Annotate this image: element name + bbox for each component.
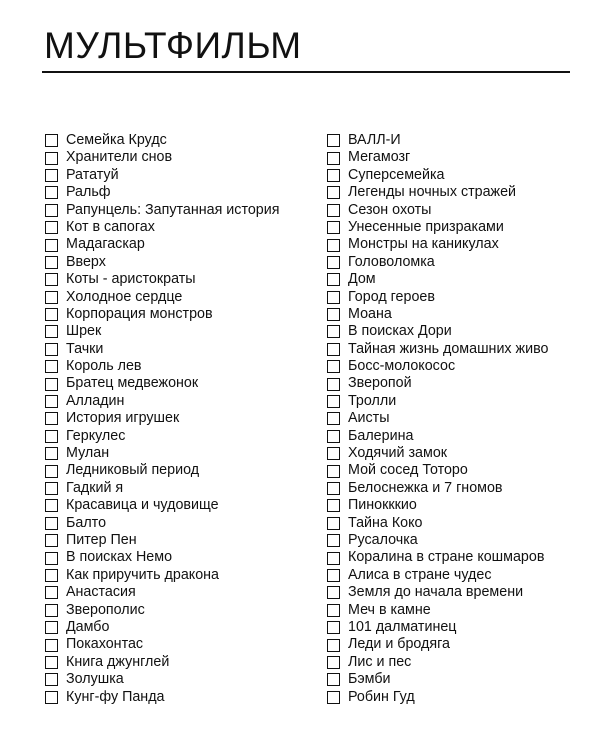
checklist-item-label: Босс-молокосос bbox=[348, 358, 456, 375]
checklist-item[interactable] bbox=[327, 532, 600, 549]
checklist-item[interactable] bbox=[45, 375, 310, 392]
checklist-item-label: Зверополис bbox=[66, 601, 145, 618]
checklist-item-label: Суперсемейка bbox=[348, 166, 445, 183]
checkbox[interactable] bbox=[45, 447, 58, 460]
checkbox[interactable] bbox=[45, 517, 58, 530]
checklist-item[interactable] bbox=[327, 445, 600, 462]
checklist-item[interactable] bbox=[327, 462, 600, 479]
checklist-item[interactable] bbox=[45, 671, 310, 688]
checklist-item[interactable] bbox=[45, 462, 310, 479]
checklist-item[interactable] bbox=[327, 549, 600, 566]
checklist-item-label: Как приручить дракона bbox=[66, 566, 219, 583]
checkbox[interactable] bbox=[327, 412, 340, 425]
checklist-item[interactable] bbox=[45, 584, 310, 601]
checklist-item-label: В поисках Дори bbox=[348, 323, 452, 340]
checklist-item[interactable] bbox=[327, 219, 600, 236]
checklist-item[interactable] bbox=[327, 289, 600, 306]
checklist-item[interactable] bbox=[45, 410, 310, 427]
checklist-item[interactable] bbox=[327, 636, 600, 653]
checkbox[interactable] bbox=[327, 395, 340, 408]
page-title: МУЛЬТФИЛЬМ bbox=[44, 25, 302, 66]
checklist-item[interactable] bbox=[327, 375, 600, 392]
checklist-item-label: Рататуй bbox=[66, 166, 119, 183]
checklist-item[interactable] bbox=[327, 393, 600, 410]
checkbox[interactable] bbox=[327, 656, 340, 669]
checklist-item[interactable] bbox=[45, 497, 310, 514]
checklist-item-label: Хранители снов bbox=[66, 149, 173, 166]
checklist-item[interactable] bbox=[327, 323, 600, 340]
checkbox[interactable] bbox=[45, 691, 58, 704]
checkbox[interactable] bbox=[45, 673, 58, 686]
checklist-item[interactable] bbox=[327, 654, 600, 671]
checklist-item-label: Кунг-фу Панда bbox=[66, 688, 165, 705]
checkbox[interactable] bbox=[45, 395, 58, 408]
checkbox[interactable] bbox=[45, 499, 58, 512]
checkbox[interactable] bbox=[327, 552, 340, 565]
checklist-item[interactable] bbox=[45, 532, 310, 549]
checklist-item-label: Меч в камне bbox=[348, 601, 431, 618]
checkbox[interactable] bbox=[45, 621, 58, 634]
checklist-item[interactable] bbox=[45, 358, 310, 375]
checkbox[interactable] bbox=[45, 169, 58, 182]
checklist-item[interactable] bbox=[45, 306, 310, 323]
checklist-item-label: Бэмби bbox=[348, 671, 391, 688]
checkbox[interactable] bbox=[45, 552, 58, 565]
checkbox[interactable] bbox=[45, 639, 58, 652]
checklist-item-label: Земля до начала времени bbox=[348, 584, 524, 601]
checkbox[interactable] bbox=[45, 465, 58, 478]
checkbox[interactable] bbox=[45, 204, 58, 217]
checklist-item-label: Семейка Крудс bbox=[66, 132, 167, 148]
checklist-item[interactable] bbox=[45, 149, 310, 166]
checklist-item-label: Кот в сапогах bbox=[66, 218, 155, 235]
checkbox[interactable] bbox=[45, 656, 58, 669]
checklist-item[interactable] bbox=[327, 602, 600, 619]
checklist-item-label: Город героев bbox=[348, 288, 435, 305]
checkbox[interactable] bbox=[45, 604, 58, 617]
checklist-item-label: Монстры на каникулах bbox=[348, 236, 499, 253]
checklist-item[interactable] bbox=[45, 393, 310, 410]
checklist-item[interactable] bbox=[327, 480, 600, 497]
checklist-item-label: Легенды ночных стражей bbox=[348, 184, 517, 201]
checklist-item-label: Ледниковый период bbox=[66, 462, 200, 479]
checklist-item[interactable] bbox=[45, 428, 310, 445]
checklist-item-label: Алиса в стране чудес bbox=[348, 566, 492, 583]
checklist-item[interactable] bbox=[45, 619, 310, 636]
checkbox[interactable] bbox=[327, 308, 340, 321]
checklist-item[interactable] bbox=[45, 654, 310, 671]
checklist-item[interactable] bbox=[45, 689, 310, 706]
checkbox[interactable] bbox=[327, 378, 340, 391]
checklist-item-label: Коралина в стране кошмаров bbox=[348, 549, 545, 566]
checkbox[interactable] bbox=[327, 482, 340, 495]
checkbox[interactable] bbox=[327, 639, 340, 652]
checkbox[interactable] bbox=[45, 273, 58, 286]
checklist-item[interactable] bbox=[45, 341, 310, 358]
checkbox[interactable] bbox=[327, 325, 340, 338]
checkbox[interactable] bbox=[327, 430, 340, 443]
checklist-item-label: История игрушек bbox=[66, 410, 180, 427]
checklist-item[interactable] bbox=[327, 619, 600, 636]
checkbox[interactable] bbox=[45, 256, 58, 269]
checklist-item-label: Пинокккио bbox=[348, 497, 417, 514]
checklist-item-label: Корпорация монстров bbox=[66, 305, 213, 322]
checklist-item[interactable] bbox=[327, 671, 600, 688]
checklist-item[interactable] bbox=[327, 341, 600, 358]
checklist-item-label: Мой сосед Тоторо bbox=[348, 462, 468, 479]
checkbox[interactable] bbox=[45, 291, 58, 304]
checkbox[interactable] bbox=[45, 308, 58, 321]
checkbox[interactable] bbox=[327, 517, 340, 530]
checklist-item[interactable] bbox=[45, 636, 310, 653]
checkbox[interactable] bbox=[45, 152, 58, 165]
checklist-item[interactable] bbox=[45, 219, 310, 236]
checklist-item-label: Леди и бродяга bbox=[348, 636, 450, 653]
title-underline bbox=[42, 71, 570, 73]
checkbox[interactable] bbox=[327, 204, 340, 217]
checklist-item-label: Сезон охоты bbox=[348, 201, 432, 218]
checklist-item[interactable] bbox=[45, 254, 310, 271]
checklist-item-label: Братец медвежонок bbox=[66, 375, 199, 392]
checklist-item-label: Алладин bbox=[66, 392, 125, 409]
checkbox[interactable] bbox=[327, 169, 340, 182]
checklist-left-column bbox=[45, 132, 310, 706]
checklist-item[interactable] bbox=[45, 445, 310, 462]
checklist-item[interactable] bbox=[45, 236, 310, 253]
checklist-item-label: Тролли bbox=[348, 392, 397, 409]
checkbox[interactable] bbox=[327, 134, 340, 147]
checkbox[interactable] bbox=[327, 673, 340, 686]
checklist-item[interactable] bbox=[327, 149, 600, 166]
checkbox[interactable] bbox=[45, 360, 58, 373]
checklist-item[interactable] bbox=[327, 167, 600, 184]
checkbox[interactable] bbox=[327, 534, 340, 547]
checklist-item[interactable] bbox=[327, 497, 600, 514]
checklist-item-label: Балто bbox=[66, 514, 107, 531]
checklist-item-label: Вверх bbox=[66, 253, 106, 270]
checklist-item-label: Ральф bbox=[66, 184, 111, 201]
checkbox[interactable] bbox=[327, 621, 340, 634]
checkbox[interactable] bbox=[45, 534, 58, 547]
checkbox[interactable] bbox=[327, 152, 340, 165]
checklist-item-label: Холодное сердце bbox=[66, 288, 183, 305]
checklist-item-label: Моана bbox=[348, 305, 392, 322]
checklist-item[interactable] bbox=[45, 515, 310, 532]
checklist-item[interactable] bbox=[327, 689, 600, 706]
checkbox[interactable] bbox=[327, 221, 340, 234]
checklist-item-label: ВАЛЛ-И bbox=[348, 132, 401, 148]
checkbox[interactable] bbox=[327, 586, 340, 599]
checkbox[interactable] bbox=[327, 343, 340, 356]
checklist-item[interactable] bbox=[327, 236, 600, 253]
checklist-item[interactable] bbox=[45, 202, 310, 219]
checklist-item-label: Дамбо bbox=[66, 618, 110, 635]
checklist-item-label: Русалочка bbox=[348, 531, 418, 548]
checkbox[interactable] bbox=[327, 569, 340, 582]
checklist-item-label: Зверопой bbox=[348, 375, 412, 392]
checklist-item-label: Балерина bbox=[348, 427, 414, 444]
checklist-item-label: Коты - аристократы bbox=[66, 271, 196, 288]
checkbox[interactable] bbox=[45, 482, 58, 495]
checklist-item[interactable] bbox=[45, 167, 310, 184]
checklist-item[interactable] bbox=[327, 428, 600, 445]
checkbox[interactable] bbox=[327, 186, 340, 199]
checklist-item-label: Мегамозг bbox=[348, 149, 411, 166]
checkbox[interactable] bbox=[327, 499, 340, 512]
checklist-item-label: Покахонтас bbox=[66, 636, 144, 653]
checkbox[interactable] bbox=[45, 186, 58, 199]
checklist-item-label: Дом bbox=[348, 271, 376, 288]
checkbox[interactable] bbox=[45, 325, 58, 338]
checklist-item[interactable] bbox=[327, 515, 600, 532]
checklist-item-label: Аисты bbox=[348, 410, 390, 427]
checkbox[interactable] bbox=[327, 256, 340, 269]
checkbox[interactable] bbox=[327, 291, 340, 304]
checklist-item[interactable] bbox=[45, 132, 310, 149]
checklist-item-label: Красавица и чудовище bbox=[66, 497, 219, 514]
checkbox[interactable] bbox=[45, 412, 58, 425]
checklist-item-label: Лис и пес bbox=[348, 653, 412, 670]
checklist-item[interactable] bbox=[327, 358, 600, 375]
checklist-item[interactable] bbox=[45, 480, 310, 497]
checkbox[interactable] bbox=[45, 343, 58, 356]
checkbox[interactable] bbox=[327, 604, 340, 617]
checkbox[interactable] bbox=[327, 465, 340, 478]
checklist-item-label: Робин Гуд bbox=[348, 688, 415, 705]
checklist-item-label: Анастасия bbox=[66, 584, 136, 601]
checklist-item[interactable] bbox=[45, 289, 310, 306]
checklist-item[interactable] bbox=[327, 410, 600, 427]
checklist-item-label: Тайная жизнь домашних живо bbox=[348, 340, 549, 357]
checkbox[interactable] bbox=[45, 221, 58, 234]
checklist-item-label: В поисках Немо bbox=[66, 549, 173, 566]
checklist-item[interactable] bbox=[327, 271, 600, 288]
checklist-item-label: Геркулес bbox=[66, 427, 126, 444]
checkbox[interactable] bbox=[45, 239, 58, 252]
checkbox[interactable] bbox=[327, 360, 340, 373]
checkbox[interactable] bbox=[327, 273, 340, 286]
checklist-item-label: Тайна Коко bbox=[348, 514, 423, 531]
checkbox[interactable] bbox=[327, 691, 340, 704]
checklist-item[interactable] bbox=[45, 567, 310, 584]
checkbox[interactable] bbox=[45, 378, 58, 391]
checklist-item-label: Шрек bbox=[66, 323, 102, 340]
checklist-item-label: Рапунцель: Запутанная история bbox=[66, 201, 280, 218]
checklist-item[interactable] bbox=[327, 132, 600, 149]
checklist-item-label: Унесенные призраками bbox=[348, 218, 504, 235]
checkbox[interactable] bbox=[45, 569, 58, 582]
checklist-item-label: Белоснежка и 7 гномов bbox=[348, 479, 503, 496]
checkbox[interactable] bbox=[45, 134, 58, 147]
checkbox[interactable] bbox=[327, 239, 340, 252]
checkbox[interactable] bbox=[45, 586, 58, 599]
checklist-item-label: Ходячий замок bbox=[348, 445, 448, 462]
checklist-right-column bbox=[327, 132, 600, 706]
checklist-item-label: Головоломка bbox=[348, 253, 435, 270]
checklist-item-label: Книга джунглей bbox=[66, 653, 170, 670]
checklist-item[interactable] bbox=[327, 567, 600, 584]
checklist-item[interactable] bbox=[45, 602, 310, 619]
checklist-item[interactable] bbox=[45, 549, 310, 566]
checklist-item[interactable] bbox=[327, 306, 600, 323]
checklist-item-label: Мадагаскар bbox=[66, 236, 145, 253]
checklist-item-label: Мулан bbox=[66, 445, 110, 462]
checklist-item[interactable] bbox=[327, 584, 600, 601]
checklist-item-label: Питер Пен bbox=[66, 531, 137, 548]
checklist-item[interactable] bbox=[327, 254, 600, 271]
checklist-item-label: 101 далматинец bbox=[348, 618, 457, 635]
checklist-item[interactable] bbox=[45, 323, 310, 340]
checkbox[interactable] bbox=[327, 447, 340, 460]
checklist-item-label: Гадкий я bbox=[66, 479, 124, 496]
checklist-item[interactable] bbox=[327, 202, 600, 219]
checklist-item-label: Король лев bbox=[66, 358, 142, 375]
checklist-item[interactable] bbox=[327, 184, 600, 201]
checklist-item[interactable] bbox=[45, 271, 310, 288]
checklist-item-label: Тачки bbox=[66, 340, 104, 357]
checklist-item-label: Золушка bbox=[66, 671, 124, 688]
checklist-item[interactable] bbox=[45, 184, 310, 201]
checkbox[interactable] bbox=[45, 430, 58, 443]
